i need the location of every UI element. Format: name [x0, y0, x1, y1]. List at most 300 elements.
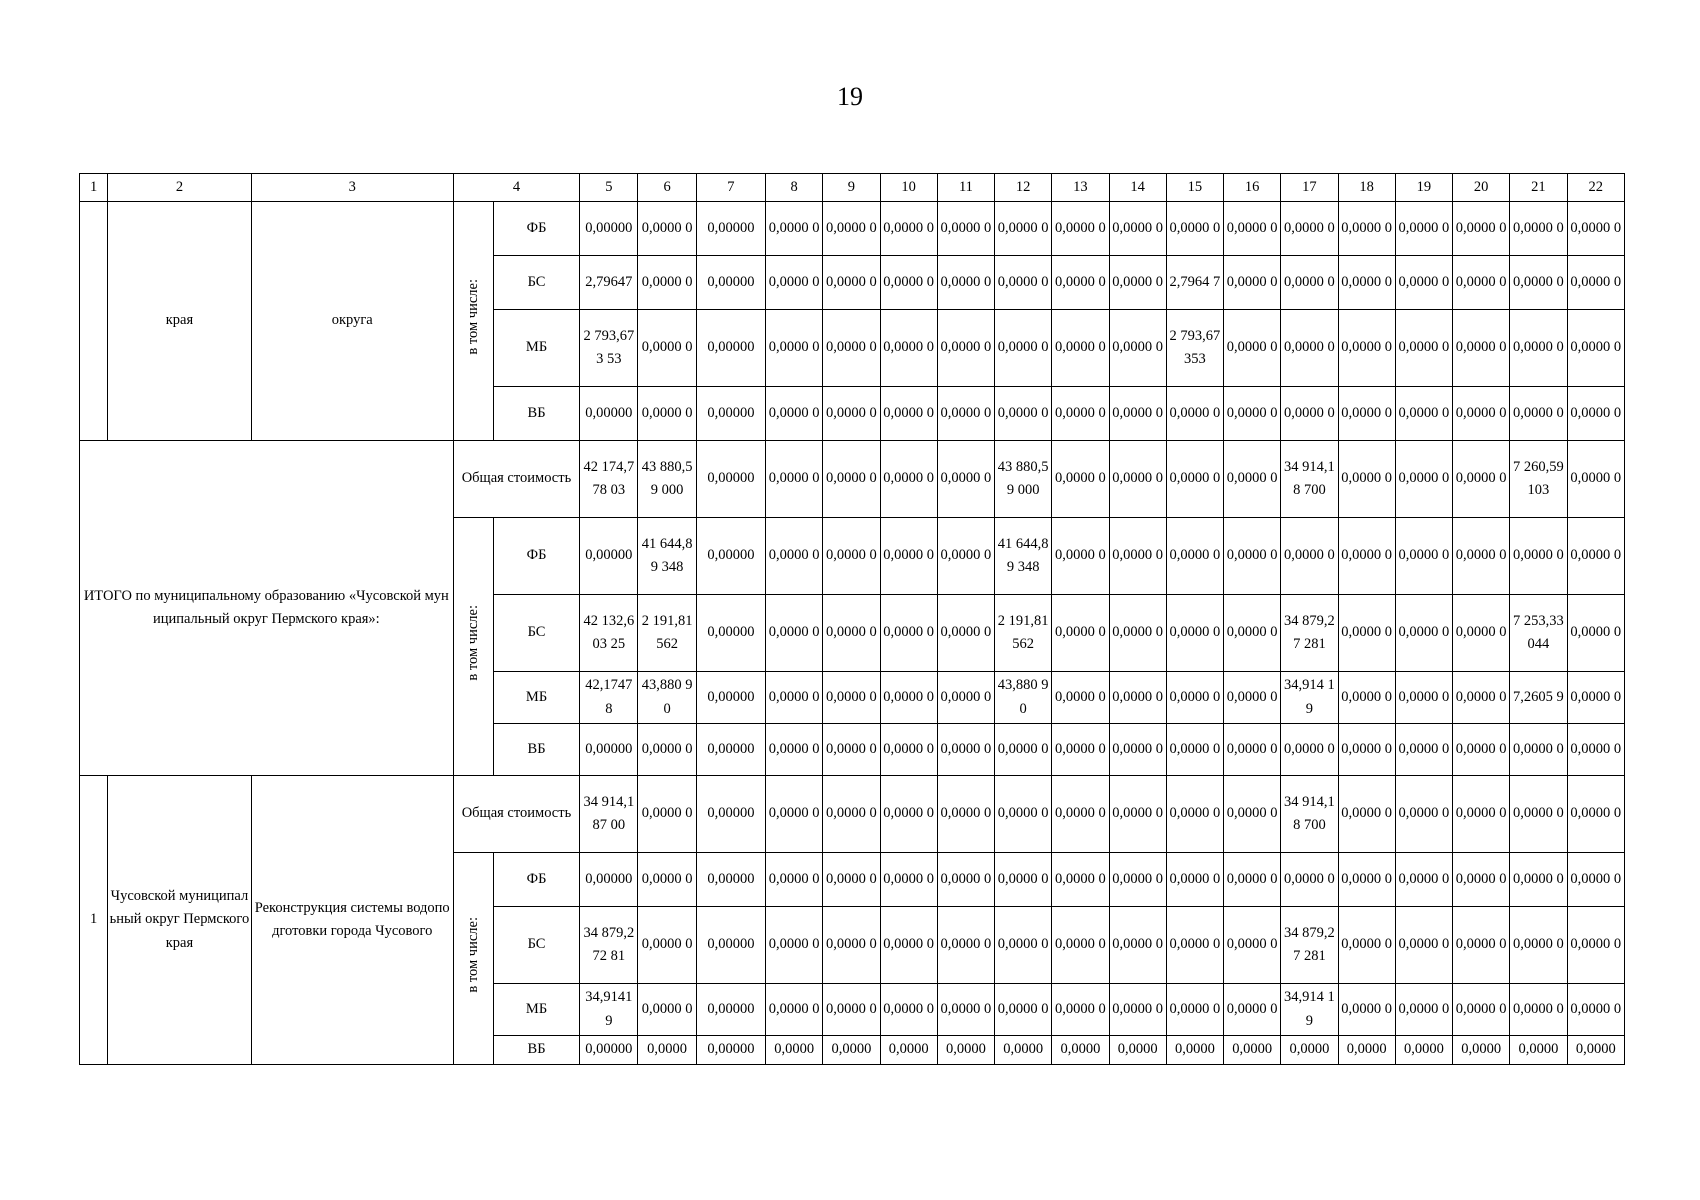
value-cell: 0,0000 0	[1453, 202, 1510, 256]
value-cell: 0,0000 0	[1224, 202, 1281, 256]
header-cell: 1	[80, 174, 108, 202]
value-cell: 0,0000 0	[1166, 595, 1223, 672]
value-cell: 0,0000 0	[823, 853, 880, 907]
fin-source: МБ	[493, 310, 579, 387]
value-cell: 0,00000	[696, 518, 765, 595]
value-cell: 0,0000 0	[1166, 202, 1223, 256]
value-cell: 0,0000	[1166, 1036, 1223, 1065]
page-number: 19	[837, 82, 863, 111]
value-cell: 0,0000 0	[638, 387, 696, 441]
value-cell: 0,0000 0	[1166, 518, 1223, 595]
value-cell: 0,00000	[696, 724, 765, 776]
table-row-total	[80, 441, 1625, 518]
header-cell: 20	[1453, 174, 1510, 202]
value-cell: 0,0000 0	[638, 853, 696, 907]
value-cell: 0,0000 0	[1052, 518, 1109, 595]
value-cell: 0,0000 0	[1281, 202, 1338, 256]
value-cell: 0,0000 0	[1052, 724, 1109, 776]
value-cell: 0,0000 0	[1224, 776, 1281, 853]
value-cell: 0,0000 0	[1166, 441, 1223, 518]
value-cell: 0,00000	[696, 907, 765, 984]
value-cell: 0,0000 0	[880, 387, 937, 441]
fin-source: ВБ	[493, 1036, 579, 1065]
value-cell: 0,0000 0	[1166, 387, 1223, 441]
value-cell: 0,0000	[880, 1036, 937, 1065]
value-cell: 0,0000 0	[1224, 724, 1281, 776]
value-cell: 2 793,67 353	[1166, 310, 1223, 387]
value-cell: 0,0000 0	[1510, 256, 1567, 310]
value-cell: 0,0000 0	[823, 907, 880, 984]
value-cell: 0,0000 0	[880, 907, 937, 984]
value-cell: 0,0000 0	[638, 310, 696, 387]
value-cell: 0,0000 0	[1510, 984, 1567, 1036]
value-cell: 0,0000 0	[937, 202, 994, 256]
value-cell: 0,0000 0	[1052, 256, 1109, 310]
value-cell: 0,0000	[1281, 1036, 1338, 1065]
value-cell: 0,0000 0	[1567, 724, 1624, 776]
value-cell: 0,0000 0	[1052, 387, 1109, 441]
value-cell: 0,0000 0	[1453, 441, 1510, 518]
value-cell: 0,0000 0	[823, 776, 880, 853]
value-cell: 0,0000 0	[638, 907, 696, 984]
value-cell: 0,0000 0	[1567, 310, 1624, 387]
object-cell: округа	[251, 202, 453, 441]
value-cell: 42 174,778 03	[580, 441, 638, 518]
value-cell: 0,0000 0	[1453, 256, 1510, 310]
value-cell: 0,0000 0	[1395, 441, 1452, 518]
fin-source: ФБ	[493, 518, 579, 595]
value-cell: 0,0000 0	[1224, 256, 1281, 310]
value-cell: 0,00000	[580, 853, 638, 907]
value-cell: 0,0000 0	[766, 256, 823, 310]
value-cell: 42,1747 8	[580, 672, 638, 724]
value-cell: 0,0000 0	[995, 310, 1052, 387]
value-cell: 0,0000 0	[995, 387, 1052, 441]
header-cell: 14	[1109, 174, 1166, 202]
municipality-cell: Чусовской муниципальный округ Пермского края	[108, 776, 252, 1065]
value-cell: 0,0000 0	[1052, 595, 1109, 672]
value-cell: 0,0000 0	[1052, 907, 1109, 984]
header-cell: 21	[1510, 174, 1567, 202]
in-that-number-label: в том числе:	[464, 279, 481, 355]
value-cell: 0,0000 0	[1338, 518, 1395, 595]
header-cell: 18	[1338, 174, 1395, 202]
value-cell: 42 132,603 25	[580, 595, 638, 672]
value-cell: 0,0000 0	[1510, 310, 1567, 387]
in-that-number-label: в том числе:	[464, 604, 481, 681]
value-cell: 0,0000 0	[1453, 310, 1510, 387]
value-cell: 0,0000 0	[1567, 776, 1624, 853]
header-cell: 11	[937, 174, 994, 202]
value-cell: 0,0000 0	[766, 984, 823, 1036]
value-cell: 2 191,81 562	[638, 595, 696, 672]
value-cell: 0,0000 0	[1224, 518, 1281, 595]
value-cell: 0,0000 0	[1224, 853, 1281, 907]
value-cell: 0,0000 0	[937, 387, 994, 441]
value-cell: 0,0000 0	[823, 202, 880, 256]
header-row	[80, 174, 1625, 202]
value-cell: 0,0000 0	[1109, 907, 1166, 984]
header-cell: 9	[823, 174, 880, 202]
value-cell: 0,0000 0	[1338, 441, 1395, 518]
value-cell: 0,0000 0	[1395, 202, 1452, 256]
value-cell: 0,0000 0	[1395, 853, 1452, 907]
value-cell: 0,00000	[580, 518, 638, 595]
value-cell: 0,0000 0	[766, 907, 823, 984]
value-cell: 0,0000 0	[1453, 518, 1510, 595]
value-cell: 0,0000 0	[823, 387, 880, 441]
value-cell: 0,0000 0	[766, 518, 823, 595]
value-cell: 7 253,33 044	[1510, 595, 1567, 672]
value-cell: 0,0000 0	[1224, 672, 1281, 724]
value-cell: 0,0000 0	[937, 441, 994, 518]
value-cell: 0,0000 0	[995, 853, 1052, 907]
value-cell: 0,0000 0	[1166, 724, 1223, 776]
value-cell: 0,0000 0	[1567, 441, 1624, 518]
object-cell: Реконструкция системы водоподготовки города Чусового	[251, 776, 453, 1065]
value-cell: 0,0000	[1224, 1036, 1281, 1065]
value-cell: 34 879,27 281	[1281, 907, 1338, 984]
header-cell: 2	[108, 174, 252, 202]
value-cell: 0,0000 0	[1166, 907, 1223, 984]
value-cell: 0,0000 0	[880, 853, 937, 907]
value-cell: 0,0000 0	[1109, 672, 1166, 724]
value-cell: 0,0000 0	[1281, 256, 1338, 310]
value-cell: 0,0000 0	[1109, 518, 1166, 595]
value-cell: 43,880 90	[638, 672, 696, 724]
value-cell: 34 914,18 700	[1281, 776, 1338, 853]
value-cell: 0,00000	[696, 441, 765, 518]
header-cell: 10	[880, 174, 937, 202]
row-number-cell	[80, 202, 108, 441]
value-cell: 0,0000 0	[1510, 776, 1567, 853]
value-cell: 34 879,27 281	[1281, 595, 1338, 672]
value-cell: 0,0000 0	[1567, 907, 1624, 984]
value-cell: 0,0000 0	[1109, 595, 1166, 672]
value-cell: 34,9141 9	[580, 984, 638, 1036]
value-cell: 0,0000 0	[766, 776, 823, 853]
value-cell: 7 260,59 103	[1510, 441, 1567, 518]
value-cell: 43 880,59 000	[995, 441, 1052, 518]
value-cell: 0,0000 0	[638, 984, 696, 1036]
value-cell: 43,880 90	[995, 672, 1052, 724]
value-cell: 0,00000	[696, 984, 765, 1036]
value-cell: 0,0000 0	[1109, 387, 1166, 441]
value-cell: 0,0000 0	[1567, 853, 1624, 907]
value-cell: 0,00000	[696, 1036, 765, 1065]
header-cell: 17	[1281, 174, 1338, 202]
fin-source: ВБ	[493, 387, 579, 441]
value-cell: 0,0000 0	[1338, 595, 1395, 672]
value-cell: 7,2605 9	[1510, 672, 1567, 724]
value-cell: 0,0000 0	[1338, 202, 1395, 256]
value-cell: 0,0000 0	[1395, 672, 1452, 724]
value-cell: 0,0000 0	[880, 441, 937, 518]
header-cell: 5	[580, 174, 638, 202]
value-cell: 0,0000 0	[1052, 310, 1109, 387]
value-cell: 0,0000 0	[1567, 202, 1624, 256]
value-cell: 0,0000 0	[937, 907, 994, 984]
value-cell: 41 644,89 348	[638, 518, 696, 595]
value-cell: 0,0000 0	[766, 853, 823, 907]
in-that-number-cell	[453, 853, 493, 1065]
value-cell: 0,0000 0	[1395, 984, 1452, 1036]
value-cell: 0,0000 0	[880, 724, 937, 776]
value-cell: 0,00000	[696, 776, 765, 853]
value-cell: 0,00000	[696, 595, 765, 672]
value-cell: 0,0000 0	[1338, 907, 1395, 984]
value-cell: 41 644,89 348	[995, 518, 1052, 595]
value-cell: 0,0000 0	[1395, 776, 1452, 853]
value-cell: 2 793,673 53	[580, 310, 638, 387]
value-cell: 0,0000 0	[1453, 724, 1510, 776]
value-cell: 0,0000 0	[880, 595, 937, 672]
value-cell: 0,0000 0	[1109, 984, 1166, 1036]
value-cell: 0,0000 0	[995, 776, 1052, 853]
value-cell: 0,0000 0	[823, 595, 880, 672]
value-cell: 0,0000 0	[1109, 256, 1166, 310]
value-cell: 0,0000 0	[1109, 776, 1166, 853]
value-cell: 0,0000 0	[1338, 256, 1395, 310]
value-cell: 2,79647	[580, 256, 638, 310]
value-cell: 0,0000 0	[823, 724, 880, 776]
value-cell: 0,0000 0	[766, 672, 823, 724]
in-that-number-cell	[453, 202, 493, 441]
value-cell: 0,0000 0	[1453, 595, 1510, 672]
value-cell: 0,0000 0	[823, 984, 880, 1036]
value-cell: 0,0000 0	[638, 202, 696, 256]
value-cell: 0,0000	[1510, 1036, 1567, 1065]
fin-source: ФБ	[493, 202, 579, 256]
value-cell: 43 880,59 000	[638, 441, 696, 518]
value-cell: 0,0000 0	[1395, 595, 1452, 672]
value-cell: 0,0000 0	[1224, 984, 1281, 1036]
header-cell: 12	[995, 174, 1052, 202]
value-cell: 0,0000 0	[823, 518, 880, 595]
value-cell: 0,00000	[696, 202, 765, 256]
value-cell: 0,00000	[696, 387, 765, 441]
fin-source: ВБ	[493, 724, 579, 776]
fin-source: МБ	[493, 672, 579, 724]
value-cell: 0,0000 0	[823, 256, 880, 310]
value-cell: 0,0000 0	[1395, 256, 1452, 310]
value-cell: 0,0000	[766, 1036, 823, 1065]
table-row	[80, 202, 1625, 256]
value-cell: 0,00000	[696, 853, 765, 907]
value-cell: 0,0000 0	[1281, 518, 1338, 595]
header-cell: 6	[638, 174, 696, 202]
value-cell: 0,0000 0	[995, 256, 1052, 310]
value-cell: 0,0000 0	[1453, 776, 1510, 853]
value-cell: 0,0000 0	[1338, 310, 1395, 387]
value-cell: 0,0000 0	[1109, 310, 1166, 387]
value-cell: 0,0000 0	[1395, 724, 1452, 776]
value-cell: 0,0000 0	[1567, 672, 1624, 724]
value-cell: 34 914,187 00	[580, 776, 638, 853]
value-cell: 0,0000 0	[766, 441, 823, 518]
in-that-number-label: в том числе:	[464, 916, 481, 993]
value-cell: 0,0000 0	[880, 672, 937, 724]
value-cell: 0,00000	[696, 310, 765, 387]
value-cell: 0,0000 0	[766, 595, 823, 672]
value-cell: 0,0000 0	[1395, 518, 1452, 595]
value-cell: 0,00000	[580, 387, 638, 441]
value-cell: 34 914,18 700	[1281, 441, 1338, 518]
value-cell: 0,0000 0	[638, 724, 696, 776]
value-cell: 0,0000 0	[937, 518, 994, 595]
value-cell: 0,0000 0	[1338, 387, 1395, 441]
total-cost-label: Общая стоимость	[453, 441, 580, 518]
header-cell: 19	[1395, 174, 1452, 202]
value-cell: 0,0000 0	[1338, 776, 1395, 853]
value-cell: 0,0000 0	[1510, 724, 1567, 776]
value-cell: 0,0000	[1109, 1036, 1166, 1065]
value-cell: 0,0000 0	[880, 310, 937, 387]
value-cell: 0,0000 0	[1224, 310, 1281, 387]
value-cell: 0,00000	[580, 724, 638, 776]
header-cell: 7	[696, 174, 765, 202]
value-cell: 0,0000 0	[937, 724, 994, 776]
header-cell: 8	[766, 174, 823, 202]
value-cell: 2,7964 7	[1166, 256, 1223, 310]
value-cell: 0,0000	[1338, 1036, 1395, 1065]
value-cell: 0,0000 0	[995, 202, 1052, 256]
value-cell: 0,0000 0	[880, 256, 937, 310]
value-cell: 34,914 19	[1281, 984, 1338, 1036]
value-cell: 0,00000	[696, 672, 765, 724]
value-cell: 0,0000	[1395, 1036, 1452, 1065]
value-cell: 0,0000 0	[1510, 387, 1567, 441]
value-cell: 0,0000 0	[1510, 853, 1567, 907]
value-cell: 0,0000 0	[1109, 724, 1166, 776]
value-cell: 0,0000 0	[1224, 907, 1281, 984]
row-number-cell: 1	[80, 776, 108, 1065]
value-cell: 0,0000 0	[1109, 202, 1166, 256]
value-cell: 0,0000 0	[766, 387, 823, 441]
header-cell: 13	[1052, 174, 1109, 202]
value-cell: 0,0000 0	[937, 310, 994, 387]
fin-source: БС	[493, 907, 579, 984]
value-cell: 0,0000	[823, 1036, 880, 1065]
value-cell: 0,0000 0	[1453, 853, 1510, 907]
value-cell: 0,0000 0	[1052, 441, 1109, 518]
value-cell: 0,0000 0	[1281, 310, 1338, 387]
value-cell: 34,914 19	[1281, 672, 1338, 724]
value-cell: 0,0000 0	[880, 776, 937, 853]
value-cell: 0,0000 0	[1567, 387, 1624, 441]
header-cell: 3	[251, 174, 453, 202]
value-cell: 0,0000 0	[1052, 202, 1109, 256]
value-cell: 0,0000 0	[1052, 672, 1109, 724]
value-cell: 0,0000 0	[1453, 672, 1510, 724]
value-cell: 0,0000 0	[1567, 595, 1624, 672]
value-cell: 0,0000 0	[1166, 853, 1223, 907]
municipal-total-label: ИТОГО по муниципальному образованию «Чусовской муниципальный округ Пермского края»:	[80, 441, 454, 776]
value-cell: 0,0000 0	[995, 907, 1052, 984]
value-cell: 0,0000 0	[1567, 518, 1624, 595]
value-cell: 0,0000 0	[937, 672, 994, 724]
value-cell: 0,0000 0	[1453, 387, 1510, 441]
value-cell: 0,00000	[580, 1036, 638, 1065]
value-cell: 0,0000 0	[1510, 202, 1567, 256]
value-cell: 0,0000 0	[1395, 310, 1452, 387]
header-cell: 22	[1567, 174, 1624, 202]
value-cell: 0,0000 0	[823, 310, 880, 387]
fin-source: ФБ	[493, 853, 579, 907]
municipality-cell: края	[108, 202, 252, 441]
header-cell: 15	[1166, 174, 1223, 202]
value-cell: 0,0000 0	[823, 672, 880, 724]
in-that-number-cell	[453, 518, 493, 776]
value-cell: 0,00000	[696, 256, 765, 310]
value-cell: 0,0000 0	[1109, 441, 1166, 518]
value-cell: 0,0000 0	[1281, 724, 1338, 776]
value-cell: 0,0000 0	[1338, 672, 1395, 724]
fin-source: БС	[493, 595, 579, 672]
header-cell: 16	[1224, 174, 1281, 202]
value-cell: 0,0000 0	[766, 724, 823, 776]
value-cell: 0,0000 0	[937, 256, 994, 310]
value-cell: 0,0000 0	[1224, 441, 1281, 518]
value-cell: 0,0000 0	[880, 202, 937, 256]
value-cell: 0,0000 0	[1338, 853, 1395, 907]
value-cell: 0,00000	[580, 202, 638, 256]
table-row-total	[80, 776, 1625, 853]
value-cell: 0,0000 0	[1395, 387, 1452, 441]
value-cell: 0,0000 0	[1166, 776, 1223, 853]
value-cell: 0,0000 0	[937, 853, 994, 907]
value-cell: 0,0000 0	[1338, 724, 1395, 776]
budget-table	[79, 173, 1625, 1065]
value-cell: 0,0000 0	[1453, 984, 1510, 1036]
value-cell: 0,0000 0	[1224, 387, 1281, 441]
value-cell: 0,0000 0	[1109, 853, 1166, 907]
value-cell: 0,0000 0	[638, 776, 696, 853]
value-cell: 0,0000 0	[937, 984, 994, 1036]
value-cell: 0,0000 0	[937, 776, 994, 853]
value-cell: 0,0000 0	[1052, 776, 1109, 853]
value-cell: 0,0000 0	[1166, 984, 1223, 1036]
value-cell: 0,0000 0	[880, 518, 937, 595]
value-cell: 0,0000	[995, 1036, 1052, 1065]
value-cell: 0,0000 0	[880, 984, 937, 1036]
value-cell: 0,0000 0	[766, 202, 823, 256]
value-cell: 0,0000 0	[1338, 984, 1395, 1036]
value-cell: 0,0000 0	[1052, 853, 1109, 907]
value-cell: 0,0000 0	[995, 724, 1052, 776]
value-cell: 0,0000 0	[766, 310, 823, 387]
value-cell: 0,0000 0	[823, 441, 880, 518]
value-cell: 0,0000 0	[1567, 256, 1624, 310]
value-cell: 0,0000	[1567, 1036, 1624, 1065]
value-cell: 0,0000	[1052, 1036, 1109, 1065]
value-cell: 0,0000 0	[1281, 853, 1338, 907]
fin-source: БС	[493, 256, 579, 310]
value-cell: 0,0000 0	[937, 595, 994, 672]
fin-source: МБ	[493, 984, 579, 1036]
value-cell: 0,0000	[1453, 1036, 1510, 1065]
header-cell: 4	[453, 174, 580, 202]
value-cell: 0,0000 0	[995, 984, 1052, 1036]
value-cell: 0,0000	[638, 1036, 696, 1065]
value-cell: 0,0000 0	[1281, 387, 1338, 441]
value-cell: 2 191,81 562	[995, 595, 1052, 672]
value-cell: 0,0000 0	[1567, 984, 1624, 1036]
value-cell: 0,0000 0	[1395, 907, 1452, 984]
value-cell: 0,0000 0	[1453, 907, 1510, 984]
value-cell: 0,0000 0	[1510, 518, 1567, 595]
value-cell: 0,0000 0	[638, 256, 696, 310]
